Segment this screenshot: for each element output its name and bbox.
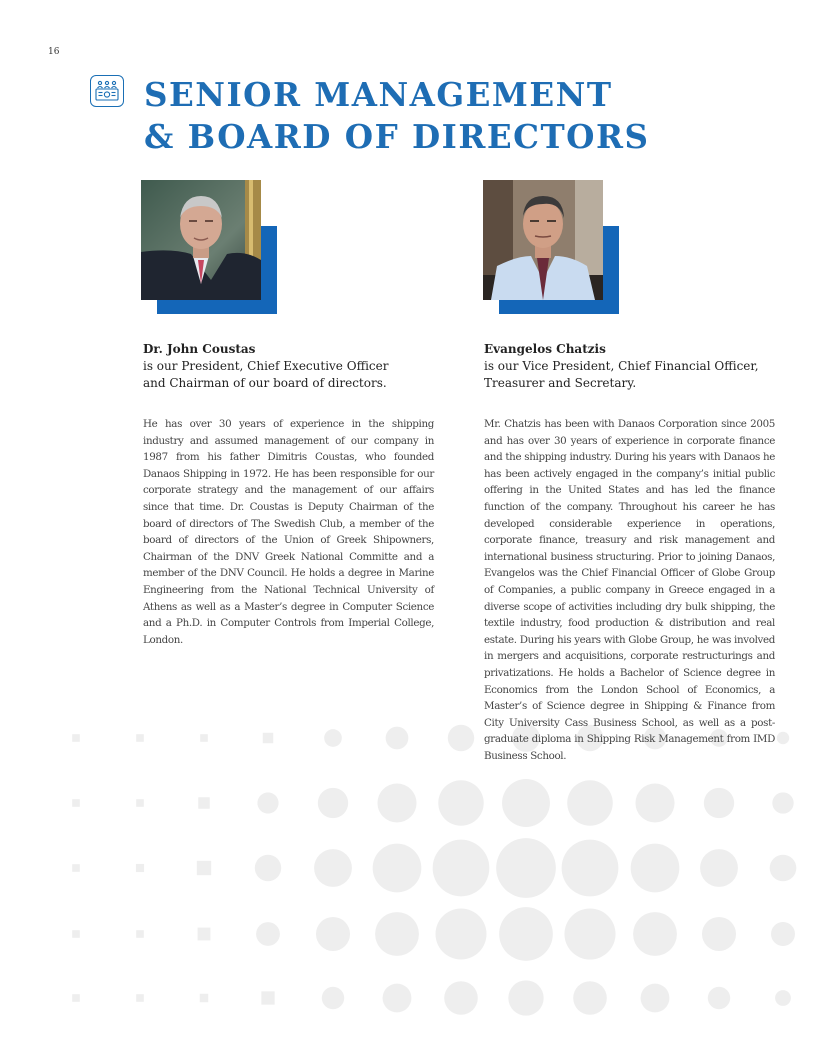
background-dot (255, 855, 281, 881)
background-dot (499, 907, 553, 961)
background-dot (708, 987, 730, 1009)
background-dot (386, 727, 409, 750)
background-dot (700, 849, 738, 887)
background-dot (448, 725, 474, 751)
management-icon (90, 75, 124, 107)
background-dot (704, 788, 734, 818)
bio-column-chatzis (484, 341, 775, 764)
background-dot (631, 844, 680, 893)
page-title-line2: & BOARD OF DIRECTORS (144, 117, 650, 156)
background-dot (200, 734, 208, 742)
person-role-line1: is our Vice President, Chief Financial Officer, (484, 359, 759, 373)
person-role-line2: Treasurer and Secretary. (484, 376, 637, 390)
background-dot (635, 783, 674, 822)
background-dot (198, 797, 209, 808)
background-dot (377, 783, 416, 822)
background-dot (72, 734, 80, 742)
background-dot (702, 917, 736, 951)
person-bio: He has over 30 years of experience in the shipping industry and assumed management of our company in 1987 from his father Dimitris Coustas, who founded Danaos Shipping in 1972. He has been responsible for our corporate strategy and the management of our affairs since that time. Dr. Coustas is Deputy Chairman of the board of directors of The Swedish Club, a member of the board of directors of the Union of Greek Shipowners, Chairman of the DNV Greek National Committe and a member of the DNV Council. He holds a degree in Marine Engineering from the National Technical University of Athens as well as a Master’s degree in Computer Science and a Ph.D. in Computer Controls from Imperial College, London. (143, 418, 434, 646)
background-dot (383, 984, 412, 1013)
background-dot (72, 930, 80, 938)
background-dot (136, 864, 144, 872)
background-dot (324, 729, 342, 747)
background-dot (373, 844, 422, 893)
background-dot (562, 840, 619, 897)
portrait-photo-chatzis (483, 180, 603, 300)
background-dot (256, 922, 280, 946)
background-dot (322, 987, 344, 1009)
background-dot (641, 984, 670, 1013)
background-dot (502, 779, 550, 827)
background-dot (433, 840, 490, 897)
person-bio: Mr. Chatzis has been with Danaos Corporation since 2005 and has over 30 years of experience in corporate finance and the shipping industry. During his years with Danaos he has been actively engaged in the company’s initial public offering in the United States and has led the finance function of the company. Throughout his career he has developed considerable experience in operations, corporate finance, treasury and risk management and international business structuring. Prior to joining Danaos, Evangelos was the Chief Financial Officer of Globe Group of Companies, a public company in Greece engaged in a diverse scope of activities including dry bulk shipping, the textile industry, food production & distribution and real estate. During his years with Globe Group, he was involved in mergers and acquisitions, corporate restructurings and privatizations. He holds a Bachelor of Science degree in Economics from the London School of Economics, a Master’s of Science degree in Shipping & Finance from City University Cass Business School, as well as a post-graduate diploma in Shipping Risk Management from IMD Business School. (484, 418, 775, 762)
background-dot (775, 990, 791, 1006)
background-dot (436, 909, 487, 960)
background-dot (438, 780, 483, 825)
background-dot (136, 930, 144, 938)
person-name: Evangelos Chatzis (484, 342, 606, 356)
background-dot (375, 912, 419, 956)
background-dot (573, 981, 607, 1015)
background-dot (136, 994, 144, 1002)
background-dot (200, 994, 208, 1002)
background-dot (771, 922, 795, 946)
page-title (144, 74, 649, 158)
background-dot (496, 838, 556, 898)
background-dot (564, 908, 615, 959)
background-dot (261, 991, 274, 1004)
page-number: 16 (48, 47, 60, 57)
portrait-photo-coustas (141, 180, 261, 300)
person-name: Dr. John Coustas (143, 342, 256, 356)
background-dot (72, 799, 80, 807)
background-dot (633, 912, 677, 956)
page-title-line1: SENIOR MANAGEMENT (144, 75, 613, 114)
bio-column-coustas (143, 341, 434, 648)
background-dot (567, 780, 613, 826)
background-dot (198, 928, 211, 941)
person-role-line1: is our President, Chief Executive Officer (143, 359, 389, 373)
background-dot (72, 994, 80, 1002)
person-role-line2: and Chairman of our board of directors. (143, 376, 387, 390)
background-dot (318, 788, 348, 818)
background-dot (136, 799, 144, 807)
portrait-frame-chatzis (483, 180, 619, 314)
portrait-frame-coustas (141, 180, 277, 314)
background-dot (508, 980, 543, 1015)
background-dot (72, 864, 80, 872)
background-dot (314, 849, 352, 887)
background-dot (197, 861, 211, 875)
background-dot (777, 732, 789, 744)
background-dot (263, 733, 273, 743)
background-dot (770, 855, 797, 882)
background-dot (316, 917, 350, 951)
background-dot (444, 981, 478, 1015)
background-dot (136, 734, 144, 742)
background-dot (772, 792, 793, 813)
background-dot (257, 792, 278, 813)
